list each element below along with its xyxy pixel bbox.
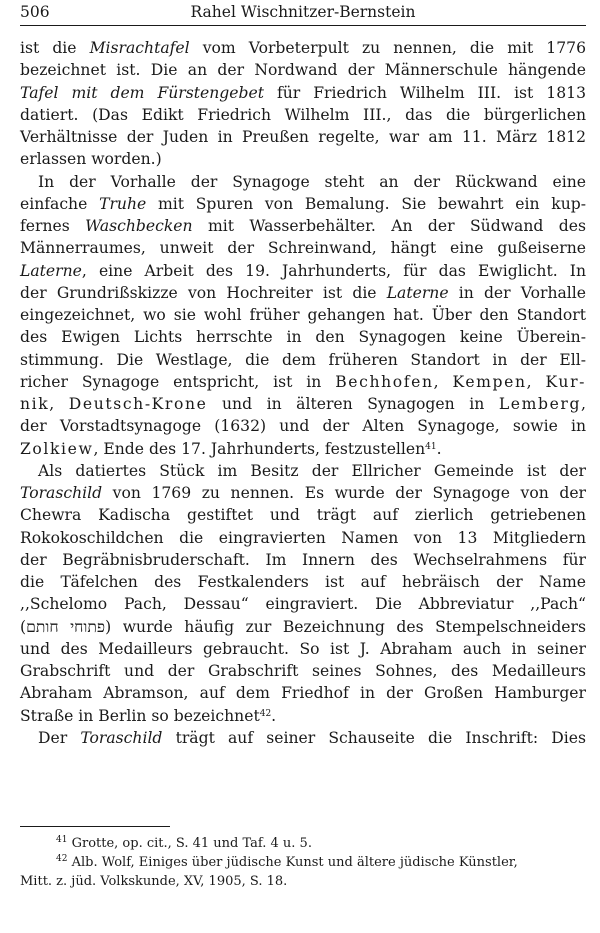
text-line: Grabschrift und der Grabschrift seines Sohnes, des Medailleurs bbox=[20, 662, 586, 680]
footnote-rule bbox=[20, 826, 170, 827]
text-line: die Täfelchen des Festkalenders ist auf hebräisch der Name bbox=[20, 573, 586, 591]
text-line: Rokokoschildchen die eingravierten Namen von 13 Mitgliedern bbox=[20, 528, 586, 547]
text-line: Zolkiew, Ende des 17. Jahrhunderts, festzustellen$^{41}$. bbox=[20, 439, 442, 458]
emphasis: Bechhofen bbox=[335, 372, 434, 391]
header-rule bbox=[20, 25, 586, 26]
text-line: richer Synagoge entspricht, ist in Bechhofen, Kempen, Kur- bbox=[20, 372, 586, 391]
emphasis: Zolkiew bbox=[20, 439, 94, 458]
emphasis: Lemberg bbox=[498, 395, 582, 413]
text-line: Verhältnisse der Juden in Preußen regelte, war am 11. März 1812 bbox=[20, 128, 586, 146]
footnote-mark: 42 bbox=[56, 854, 68, 864]
text-line: nik, Deutsch-Krone und in älteren Synagogen in Lemberg, bbox=[20, 395, 586, 413]
emphasis: Tafel mit dem Fürstengebet bbox=[20, 83, 264, 102]
footnote-text: Grotte, op. cit., S. 41 und Taf. 4 u. 5. bbox=[71, 836, 312, 851]
text-line: ist die Misrachtafel vom Vorbeterpult zu nennen, die mit 1776 bbox=[20, 39, 586, 57]
footnote-mark: 41 bbox=[56, 835, 68, 845]
text-line: In der Vorhalle der Synagoge steht an der Rückwand eine bbox=[38, 172, 586, 191]
text-line: Laterne, eine Arbeit des 19. Jahrhunderts, für das Ewiglicht. In bbox=[20, 261, 586, 280]
text-line: Tafel mit dem Fürstengebet für Friedrich Wilhelm III. ist 1813 bbox=[20, 83, 586, 102]
emphasis: Waschbecken bbox=[85, 217, 193, 235]
footnote-41 bbox=[20, 834, 586, 853]
text-line: Straße in Berlin so bezeichnet$^{42}$. bbox=[20, 706, 277, 725]
emphasis: Laterne bbox=[20, 261, 82, 280]
emphasis: Laterne bbox=[386, 283, 449, 302]
footnote-ref: 42 bbox=[259, 708, 272, 719]
text-line: der Vorstadtsynagoge (1632) und der Alten Synagoge, sowie in bbox=[20, 417, 586, 436]
emphasis: Truhe bbox=[99, 194, 147, 213]
text-line: datiert. (Das Edikt Friedrich Wilhelm III., das die bürgerlichen bbox=[20, 105, 586, 124]
footnote-ref: 41 bbox=[425, 441, 437, 452]
emphasis: nik bbox=[20, 395, 50, 413]
text-line: ,,Schelomo Pach, Dessau“ eingraviert. Die Abbreviatur ,,Pach“ bbox=[20, 595, 586, 614]
text-line: Männerraumes, unweit der Schreinwand, hängt eine gußeiserne bbox=[20, 239, 586, 258]
text-line: eingezeichnet, wo sie wohl früher gehangen hat. Über den Standort bbox=[20, 306, 586, 324]
text-line: der Begräbnisbruderschaft. Im Innern des Wechselrahmens für bbox=[20, 550, 586, 569]
text-line: einfache Truhe mit Spuren von Bemalung. Sie bewahrt ein kup- bbox=[20, 194, 587, 213]
emphasis: Deutsch-Krone bbox=[68, 395, 208, 413]
text-line: der Grundrißskizze von Hochreiter ist die Laterne in der Vorhalle bbox=[20, 283, 586, 302]
body-text bbox=[20, 37, 586, 749]
emphasis: Toraschild bbox=[80, 728, 163, 747]
text-line: Der Toraschild trägt auf seiner Schauseite die Inschrift: Dies bbox=[38, 728, 586, 747]
footnote-42-continued bbox=[20, 872, 586, 891]
footnote-42 bbox=[20, 853, 586, 872]
emphasis: Kempen bbox=[452, 372, 527, 391]
text-line: Als datiertes Stück im Besitz der Ellricher Gemeinde ist der bbox=[38, 461, 586, 480]
running-title: Rahel Wischnitzer-Bernstein bbox=[190, 3, 416, 21]
footnote-text: Mitt. z. jüd. Volkskunde, XV, 1905, S. 18. bbox=[20, 874, 288, 889]
footnotes bbox=[20, 834, 586, 891]
text-line: Toraschild von 1769 zu nennen. Es wurde der Synagoge von der bbox=[20, 484, 586, 502]
text-line: Chewra Kadischa gestiftet und trägt auf zierlich getriebenen bbox=[20, 506, 586, 525]
text-line: des Ewigen Lichts herrschte in den Synagogen keine Überein- bbox=[20, 328, 586, 347]
page-header bbox=[20, 3, 586, 27]
text-line: (פתוחי חותם) wurde häufig zur Bezeichnung des Stempelschneiders bbox=[20, 617, 586, 636]
emphasis: Misrachtafel bbox=[89, 39, 190, 57]
emphasis: Kur- bbox=[545, 372, 586, 391]
emphasis: Toraschild bbox=[20, 484, 103, 502]
text-line: stimmung. Die Westlage, die dem früheren Standort in der Ell- bbox=[20, 350, 586, 369]
footnote-text: Alb. Wolf, Einiges über jüdische Kunst und ältere jüdische Künstler, bbox=[71, 855, 518, 870]
text-line: fernes Waschbecken mit Wasserbehälter. An der Südwand des bbox=[20, 217, 586, 235]
page-number: 506 bbox=[20, 3, 50, 21]
text-line: bezeichnet ist. Die an der Nordwand der Männerschule hängende bbox=[20, 61, 586, 80]
text-line: Abraham Abramson, auf dem Friedhof in der Großen Hamburger bbox=[20, 684, 586, 703]
text-line: und des Medailleurs gebraucht. So ist J. Abraham auch in seiner bbox=[20, 639, 586, 658]
text-line: erlassen worden.) bbox=[20, 150, 162, 169]
